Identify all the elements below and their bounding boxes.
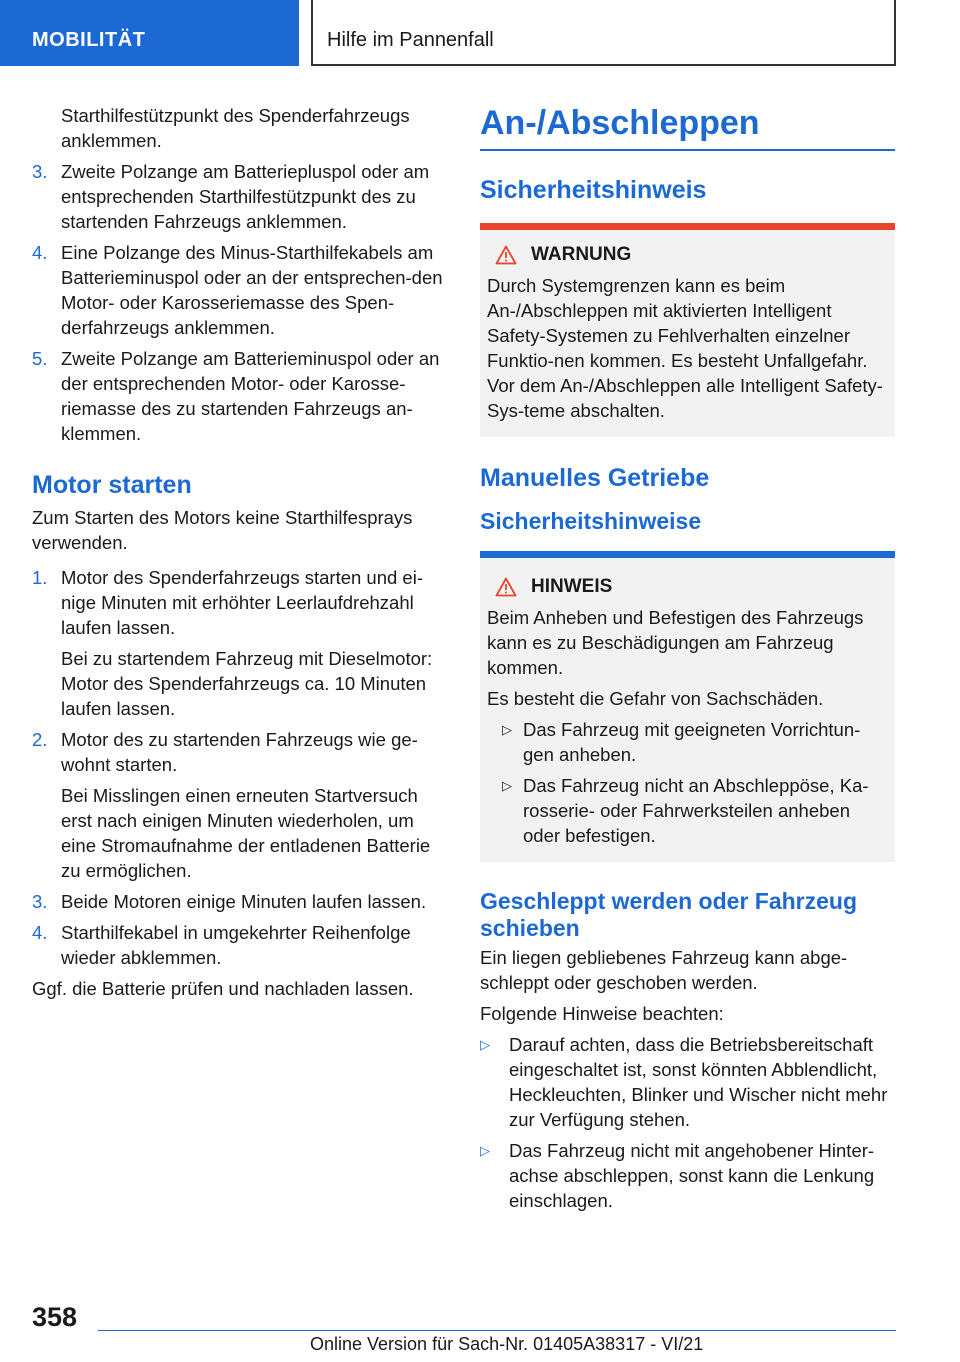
list-item xyxy=(32,727,450,883)
list-item xyxy=(32,889,450,914)
footer-text: Online Version für Sach-Nr. 01405A38317 - VI/21 xyxy=(310,1334,704,1354)
footer-divider xyxy=(98,1330,896,1331)
header-chapter-box xyxy=(311,0,896,66)
bullet-text: Das Fahrzeug mit geeigneten Vorrichtun-gen anheben. xyxy=(523,719,861,765)
bullet-text: Das Fahrzeug nicht mit angehobener Hinter-achse abschleppen, sonst kann die Lenkung einschlagen. xyxy=(509,1140,875,1211)
step-text: Motor des Spenderfahrzeugs starten und ei-nige Minuten mit erhöhter Leerlaufdrehzahl laufen lassen. xyxy=(61,567,423,638)
header-section-tab xyxy=(0,0,299,66)
list-item xyxy=(32,346,450,446)
triangle-bullet-icon: ▷ xyxy=(480,1143,490,1158)
step-number: 3. xyxy=(32,891,48,912)
towed-text: Folgende Hinweise beachten: xyxy=(480,1003,724,1024)
towed-text: Ein liegen gebliebenes Fahrzeug kann abge-schleppt oder geschoben werden. xyxy=(480,947,848,993)
hint-label: HINWEIS xyxy=(531,576,613,597)
bullet-text: Darauf achten, dass die Betriebsbereitschaft eingeschaltet ist, sonst könnten Abblendlicht, Heckleuchten, Blinker und Wischer nicht mehr zur Verfügung stehen. xyxy=(509,1034,888,1130)
list-item xyxy=(480,1138,895,1213)
hint-text: Beim Anheben und Befestigen des Fahrzeugs kann es zu Beschädigungen am Fahrzeug kommen. xyxy=(487,607,864,678)
warning-label: WARNUNG xyxy=(531,244,632,265)
chapter-label: Hilfe im Pannenfall xyxy=(327,29,494,51)
list-item xyxy=(32,565,450,721)
step-number: 5. xyxy=(32,348,48,369)
list-item xyxy=(32,240,450,340)
hint-text: Es besteht die Gefahr von Sachschäden. xyxy=(487,688,824,709)
triangle-bullet-icon: ▷ xyxy=(502,778,512,793)
step-note: Bei Misslingen einen erneuten Startversuch erst nach einigen Minuten wiederholen, um eine Stromaufnahme der entladenen Batterie zu ermöglichen. xyxy=(61,785,431,881)
step-continuation: Starthilfestützpunkt des Spenderfahrzeugs anklemmen. xyxy=(61,105,410,151)
step-number: 4. xyxy=(32,242,48,263)
step-text: Starthilfekabel in umgekehrter Reihenfolge wieder abklemmen. xyxy=(61,922,411,968)
triangle-bullet-icon: ▷ xyxy=(480,1037,490,1052)
step-text: Zweite Polzange am Batteriepluspol oder am entsprechenden Starthilfestützpunkt des zu startenden Fahrzeugs anklemmen. xyxy=(61,161,430,232)
warning-box xyxy=(480,223,895,437)
page-title: An-/Abschleppen xyxy=(480,103,895,151)
step-text: Zweite Polzange am Batterieminuspol oder an der entsprechenden Motor- oder Karosse-riemasse des zu startenden Fahrzeugs an-klemmen. xyxy=(61,348,440,444)
step-number: 2. xyxy=(32,729,48,750)
motor-intro: Zum Starten des Motors keine Starthilfesprays verwenden. xyxy=(32,507,413,553)
warning-triangle-icon xyxy=(495,245,517,265)
step-number: 3. xyxy=(32,161,48,182)
list-item xyxy=(487,773,888,848)
motor-heading: Motor starten xyxy=(32,471,192,499)
section-label: MOBILITÄT xyxy=(32,29,146,51)
safety-heading: Sicherheitshinweis xyxy=(480,176,707,204)
hint-box xyxy=(480,551,895,862)
page-number: 358 xyxy=(32,1302,78,1332)
manual-subheading: Sicherheitshinweise xyxy=(480,508,702,534)
step-number: 4. xyxy=(32,922,48,943)
step-text: Motor des zu startenden Fahrzeugs wie ge-wohnt starten. xyxy=(61,729,418,775)
step-note: Bei zu startendem Fahrzeug mit Dieselmotor: Motor des Spenderfahrzeugs ca. 10 Minuten laufen lassen. xyxy=(61,648,433,719)
right-column xyxy=(480,103,895,1219)
list-item xyxy=(32,159,450,234)
manual-heading: Manuelles Getriebe xyxy=(480,464,710,492)
bullet-text: Das Fahrzeug nicht an Abschleppöse, Ka-rosserie- oder Fahrwerksteilen anheben oder befestigen. xyxy=(523,775,869,846)
list-item xyxy=(480,1032,895,1132)
closing-text: Ggf. die Batterie prüfen und nachladen lassen. xyxy=(32,978,414,999)
list-item xyxy=(487,717,888,767)
step-text: Eine Polzange des Minus-Starthilfekabels am Batterieminuspol oder an der entsprechen-den Motor- oder Karosseriemasse des Spen-derfahrzeugs anklemmen. xyxy=(61,242,443,338)
step-text: Beide Motoren einige Minuten laufen lassen. xyxy=(61,891,427,912)
warning-text: Durch Systemgrenzen kann es beim An-/Abschleppen mit aktivierten Intelligent Safety-Systemen zu Fehlverhalten einzelner Funktio-nen kommen. Es besteht Unfallgefahr. Vor dem An-/Abschleppen alle Intelligent Safety-Sys-teme abschalten. xyxy=(487,275,883,421)
list-item xyxy=(32,920,450,970)
towed-heading: Geschleppt werden oder Fahrzeug schieben xyxy=(480,888,858,941)
triangle-bullet-icon: ▷ xyxy=(502,722,512,737)
left-column xyxy=(32,103,450,1007)
warning-triangle-icon xyxy=(495,577,517,597)
step-number: 1. xyxy=(32,567,48,588)
